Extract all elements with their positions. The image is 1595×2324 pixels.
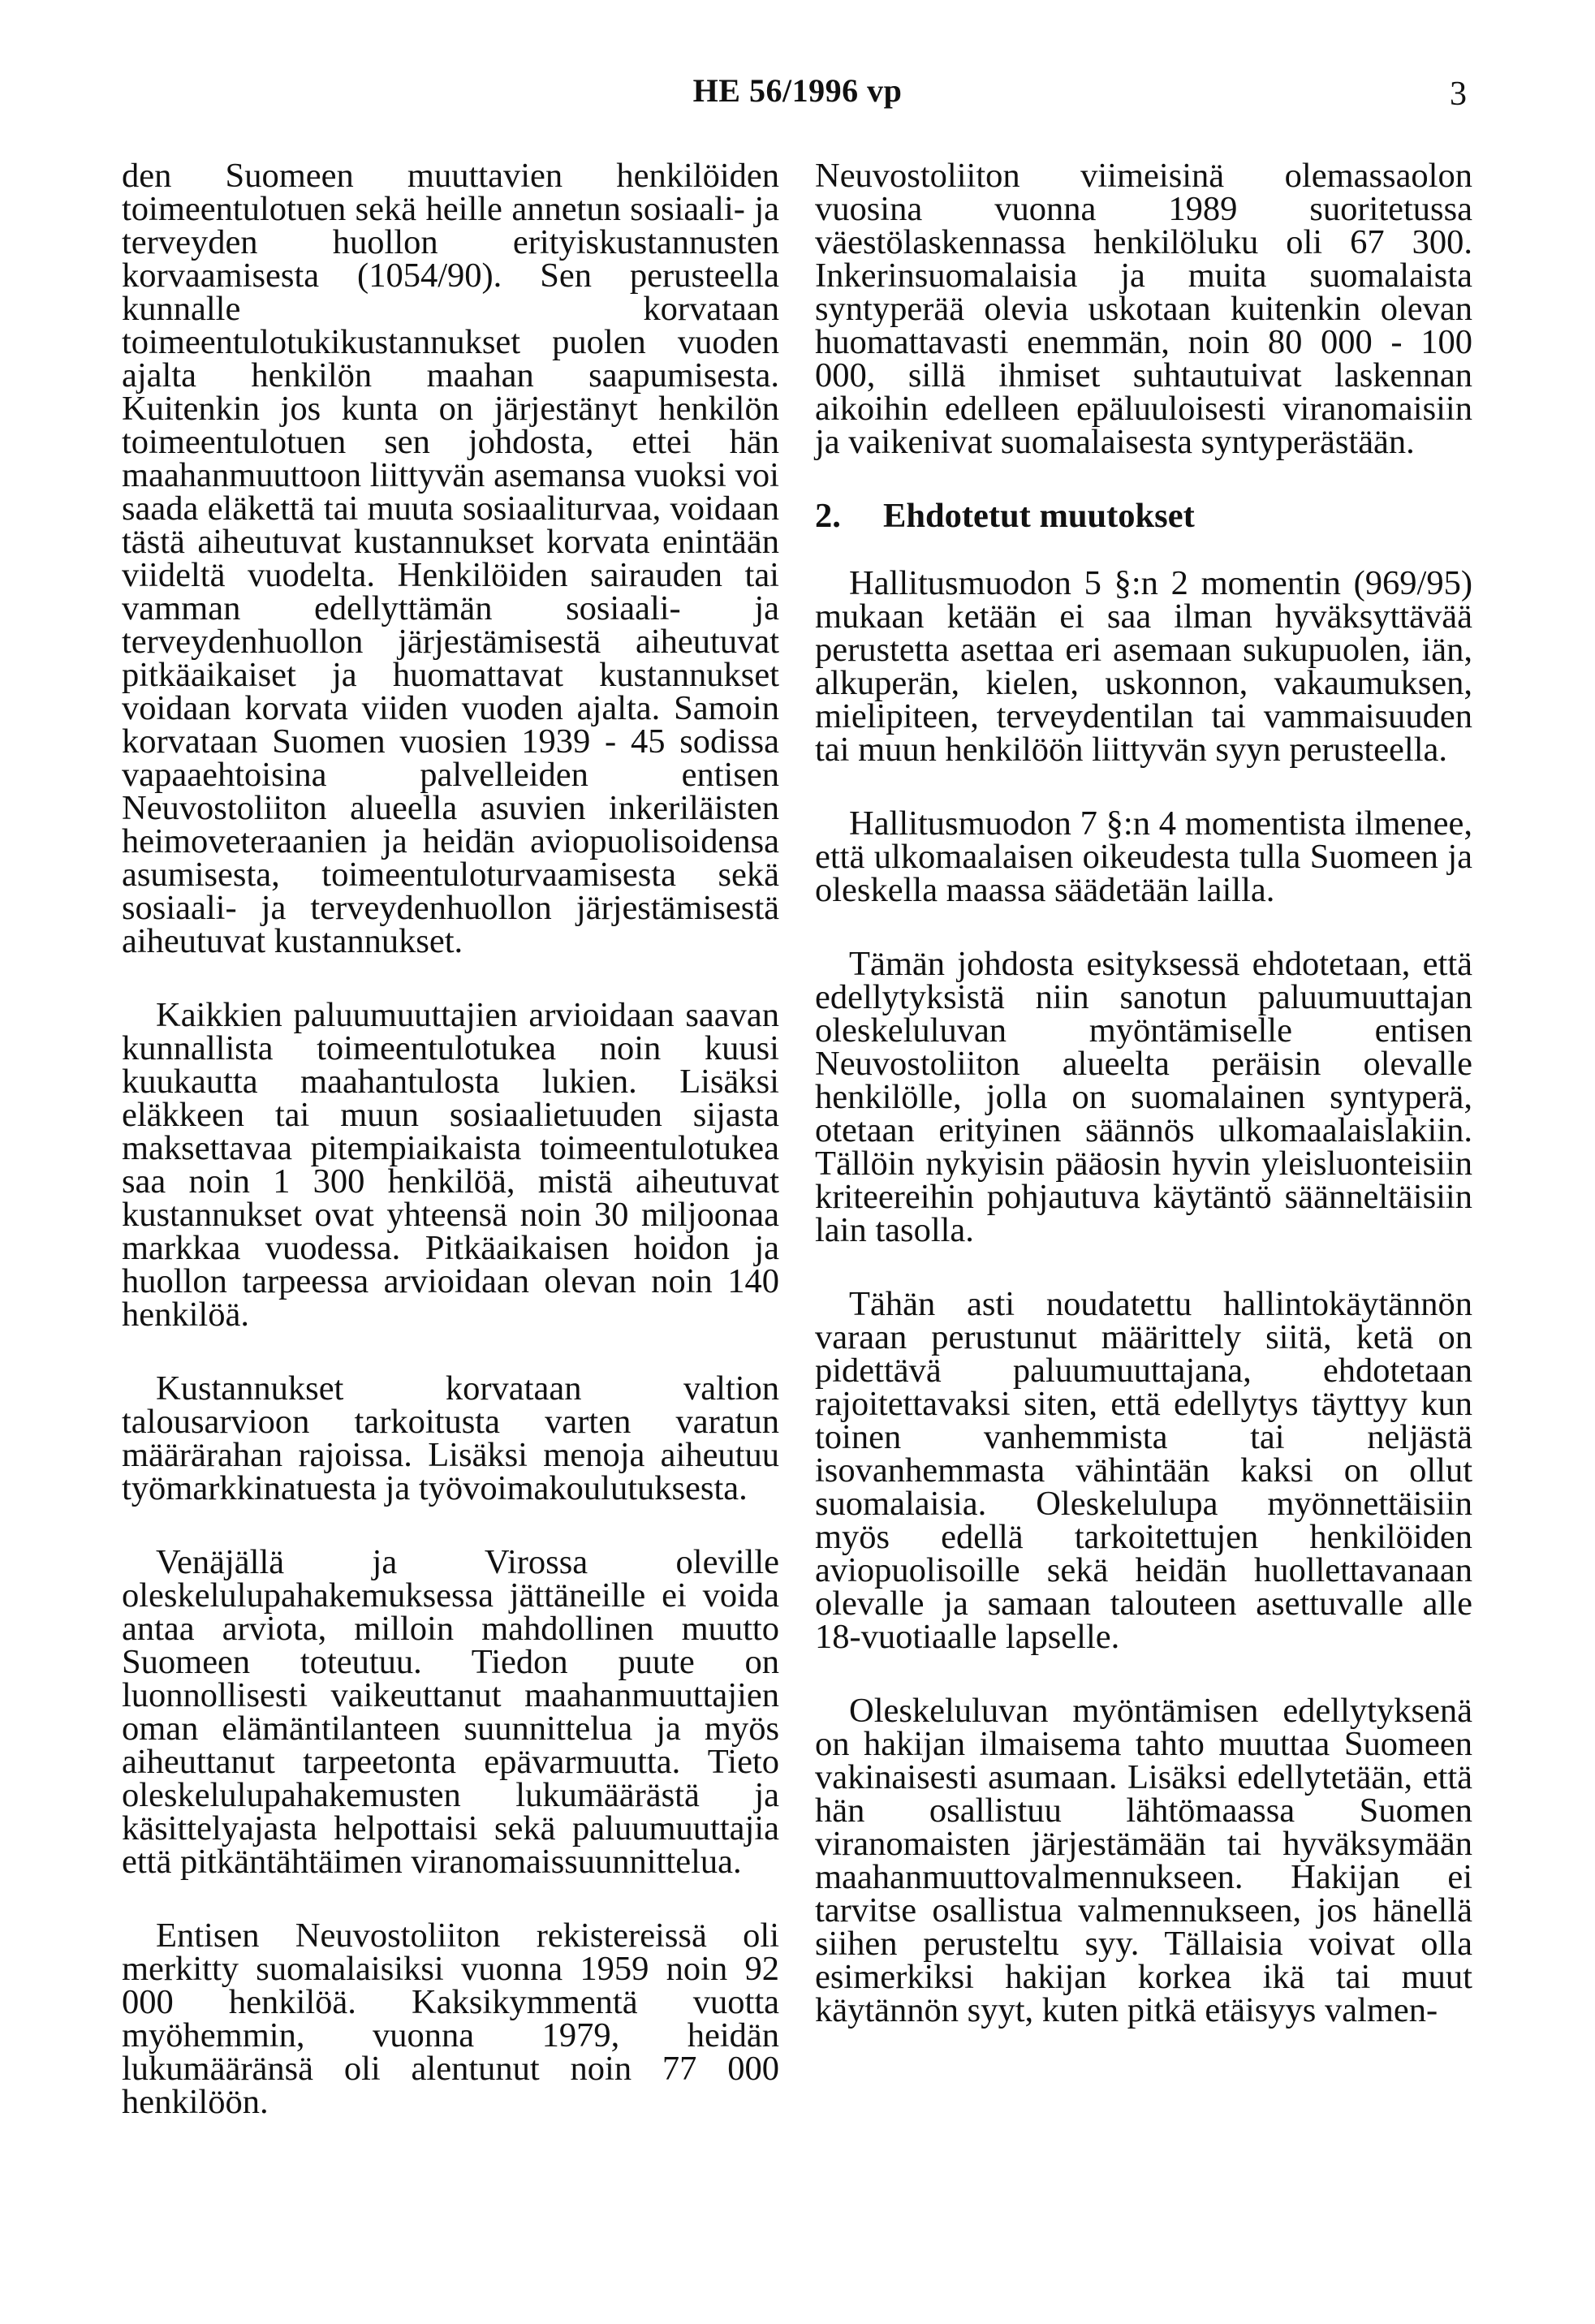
paragraph: Venäjällä ja Virossa oleville oleskelulupahakemuksessa jättäneille ei voida antaa arviota, milloin mahdollinen muutto Suomeen toteutuu. Tiedon puute on luonnollisesti vaikeuttanut maahanmuuttajien oman elämäntilanteen suunnittelua ja myös aiheuttanut tarpeetonta epävarmuutta. Tieto oleskelulupahakemusten lukumäärästä ja käsittelyajasta helpottaisi sekä paluumuuttajia että pitkäntähtäimen viranomaissuunnittelua. (122, 1543, 779, 1881)
paragraph: Tähän asti noudatettu hallintokäytännön varaan perustunut määrittely siitä, ketä on pidettävä paluumuuttajana, ehdotetaan rajoitettavaksi siten, että edellytys täyttyy kun toinen vanhemmista tai neljästä isovanhemmasta vähintään kaksi on ollut suomalaisia. Oleskelulupa myönnettäisiin myös edellä tarkoitettujen henkilöiden aviopuolisoille sekä heidän huollettavanaan olevalle ja samaan talouteen asettuvalle alle 18-vuotiaalle lapselle. (815, 1285, 1472, 1656)
section-title: Ehdotetut muutokset (883, 497, 1195, 535)
page-header (0, 71, 1595, 120)
left-column (122, 159, 779, 2159)
paragraph: Hallitusmuodon 7 §:n 4 momentista ilmenee, että ulkomaalaisen oikeudesta tulla Suomeen ja oleskella maassa säädetään lailla. (815, 804, 1472, 909)
paragraph: Hallitusmuodon 5 §:n 2 momentin (969/95) mukaan ketään ei saa ilman hyväksyttävää perustetta asettaa eri asemaan sukupuolen, iän, alkuperän, kielen, uskonnon, vakaumuksen, mielipiteen, terveydentilan tai vammaisuuden tai muun henkilöön liittyvän syyn perusteella. (815, 564, 1472, 769)
paragraph: Kaikkien paluumuuttajien arvioidaan saavan kunnallista toimeentulotukea noin kuusi kuukautta maahantulosta lukien. Lisäksi eläkkeen tai muun sosiaalietuuden sijasta maksettavaa pitempiaikaista toimeentulotukea saa noin 1 300 henkilöä, mistä aiheutuvat kustannukset ovat yhteensä noin 30 miljoonaa markkaa vuodessa. Pitkäaikaisen hoidon ja huollon tarpeessa arvioidaan olevan noin 140 henkilöä. (122, 996, 779, 1334)
section-heading (815, 497, 1472, 535)
paragraph: Tämän johdosta esityksessä ehdotetaan, että edellytyksistä niin sanotun paluumuuttajan oleskeluluvan myöntämiselle entisen Neuvostoliiton alueelta peräisin olevalle henkilölle, jolla on suomalainen syntyperä, otetaan erityinen säännös ulkomaalaislakiin. Tällöin nykyisin pääosin hyvin yleisluonteisiin kriteereihin pohjautuva käytäntö säänneltäisiin lain tasolla. (815, 945, 1472, 1249)
paragraph: den Suomeen muuttavien henkilöiden toimeentulotuen sekä heille annetun sosiaali- ja terveyden huollon erityiskustannusten korvaamisesta (1054/90). Sen perusteella kunnalle korvataan toimeentulotukikustannukset puolen vuoden ajalta henkilön maahan saapumisesta. Kuitenkin jos kunta on järjestänyt henkilön toimeentulotuen sen johdosta, ettei hän maahanmuuttoon liittyvän asemansa vuoksi voi saada eläkettä tai muuta sosiaaliturvaa, voidaan tästä aiheutuvat kustannukset korvata enintään viideltä vuodelta. Henkilöiden sairauden tai vamman edellyttämän sosiaali- ja terveydenhuollon järjestämisestä aiheutuvat pitkäaikaiset ja huomattavat kustannukset voidaan korvata viiden vuoden ajalta. Samoin korvataan Suomen vuosien 1939 - 45 sodissa vapaaehtoisina palvelleiden entisen Neuvostoliiton alueella asuvien inkeriläisten heimoveteraanien ja heidän aviopuolisoidensa asumisesta, toimeentuloturvaamisesta sekä sosiaali- ja terveydenhuollon järjestämisestä aiheutuvat kustannukset. (122, 157, 779, 960)
paragraph: Neuvostoliiton viimeisinä olemassaolon vuosina vuonna 1989 suoritetussa väestölaskennassa henkilöluku oli 67 300. Inkerinsuomalaisia ja muita suomalaista syntyperää olevia uskotaan kuitenkin olevan huomattavasti enemmän, noin 80 000 - 100 000, sillä ihmiset suhtautuivat laskennan aikoihin edelleen epäluuloisesti viranomaisiin ja vaikenivat suomalaisesta syntyperästään. (815, 157, 1472, 461)
paragraph: Kustannukset korvataan valtion talousarvioon tarkoitusta varten varatun määrärahan rajoissa. Lisäksi menoja aiheutuu työmarkkinatuesta ja työvoimakoulutuksesta. (122, 1369, 779, 1507)
paragraph: Oleskeluluvan myöntämisen edellytyksenä on hakijan ilmaisema tahto muuttaa Suomeen vakinaisesti asumaan. Lisäksi edellytetään, että hän osallistuu lähtömaassa Suomen viranomaisten järjestämään tai hyväksymään maahanmuuttovalmennukseen. Hakijan ei tarvitse osallistua valmennukseen, jos hänellä siihen perusteltu syy. Tällaisia voivat olla esimerkiksi hakijan korkea ikä tai muut käytännön syyt, kuten pitkä etäisyys valmen- (815, 1692, 1472, 2029)
paragraph: Entisen Neuvostoliiton rekistereissä oli merkitty suomalaisiksi vuonna 1959 noin 92 000 henkilöä. Kaksikymmentä vuotta myöhemmin, vuonna 1979, heidän lukumääränsä oli alentunut noin 77 000 henkilöön. (122, 1917, 779, 2121)
document-id: HE 56/1996 vp (692, 72, 903, 109)
right-column (815, 159, 1472, 2067)
section-number: 2. (815, 497, 841, 535)
page-number: 3 (1450, 75, 1467, 113)
